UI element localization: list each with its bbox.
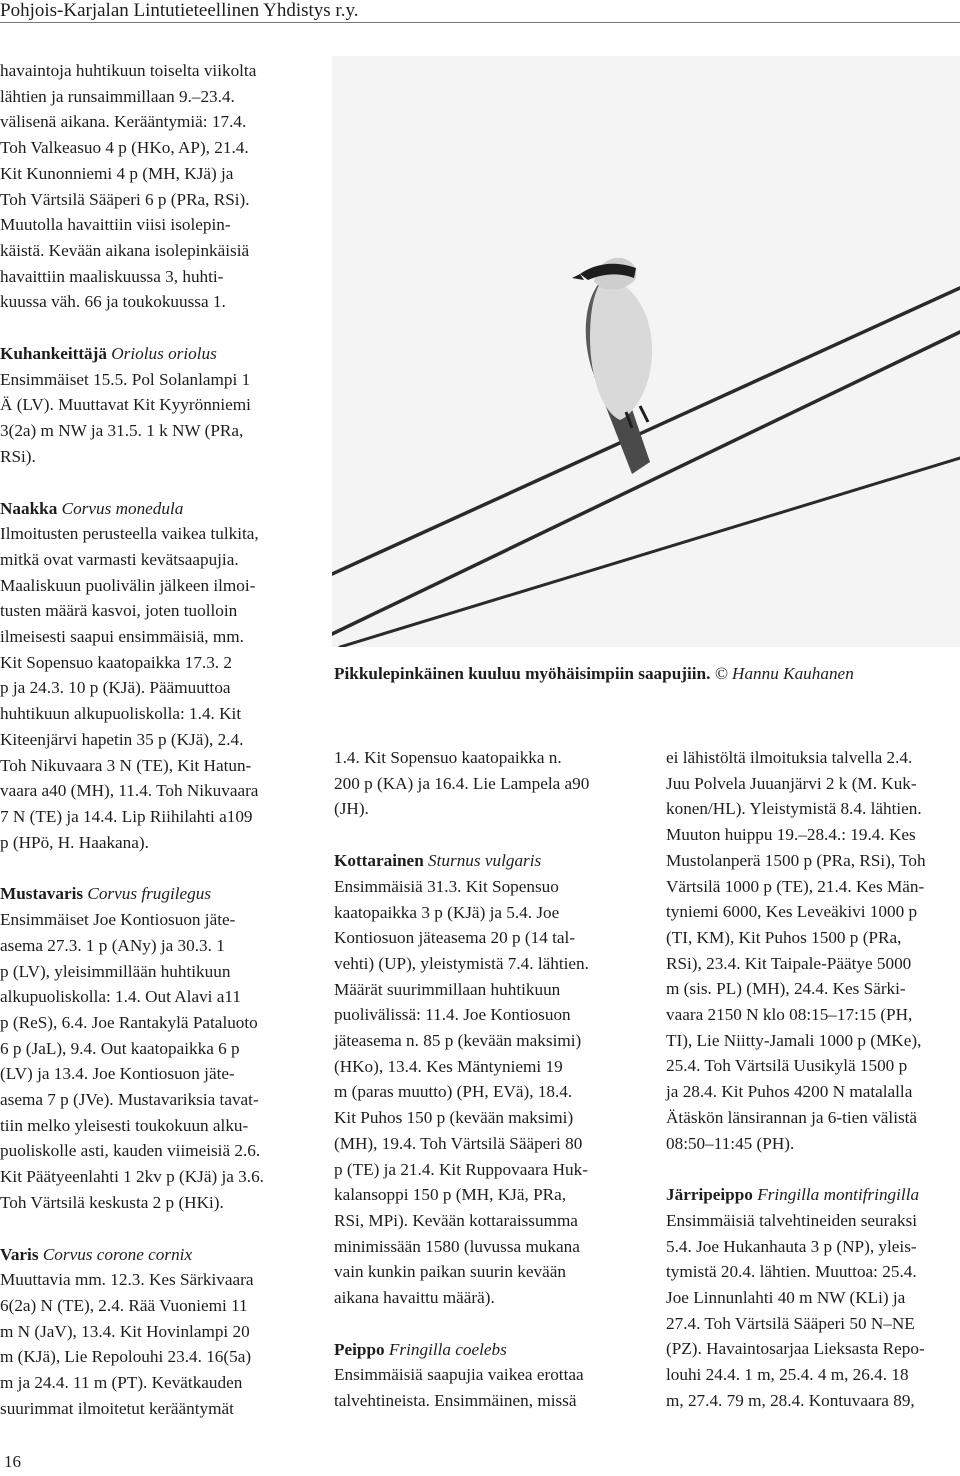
species-entry-kottarainen: Kottarainen Sturnus vulgaris Ensimmäisiä 31.3. Kit Sopensuo kaatopaikka 3 p (KJä) ja 5.4. Joe Kontiosuon jäteasema 20 p (14 tal- vehti) (UP), yleistymistä 7.4. lähtien. Määrät suurimmillaan huhtikuun puolivälissä: 11.4. Joe Kontiosuon jäteasema n. 85 p (kevään maksimi) (HKo), 13.4. Kes Mäntyniemi 19 m (paras muutto) (PH, EVä), 18.4. Kit Puhos 150 p (kevään maksimi) (MH), 19.4. Toh Värtsilä Sääperi 80 p (TE) ja 21.4. Kit Ruppovaara Huk- kalansoppi 150 p (MH, KJä, PRa, RSi, MPi). Kevään kottaraissumma minimissään 1580 (luvussa mukana vain kunkin paikan suurin kevään aikana havaittu määrä). <box>334 848 630 1311</box>
column-1 <box>0 58 298 1421</box>
species-heading: Naakka Corvus monedula <box>0 498 184 518</box>
intro-paragraph: 1.4. Kit Sopensuo kaatopaikka n. 200 p (KA) ja 16.4. Lie Lampela a90 (JH). <box>334 748 590 819</box>
species-entry-mustavaris: Mustavaris Corvus frugilegus Ensimmäiset Joe Kontiosuon jäte- asema 27.3. 1 p (ANy) ja 30.3. 1 p (LV), yleisimmillään huhtikuun alkupuoliskolla: 1.4. Out Alavi a11 p (ReS), 6.4. Joe Rantakylä Pataluoto 6 p (JaL), 9.4. Out kaatopaikka 6 p (LV) ja 13.4. Joe Kontiosuon jäte- asema 7 p (JVe). Mustavariksia tavat- tiin melko yleisesti toukokuun alku- puoliskolle asti, kauden viimeisiä 2.6. Kit Päätyeenlahti 1 2kv p (KJä) ja 3.6. Toh Värtsilä keskusta 2 p (HKi). <box>0 881 298 1215</box>
page-number: 16 <box>4 1452 21 1471</box>
column-2 <box>334 745 630 1414</box>
caption-text: Pikkulepinkäinen kuuluu myöhäisimpiin saapujiin. <box>334 664 715 683</box>
species-heading: Kuhankeittäjä Oriolus oriolus <box>0 344 217 364</box>
species-entry-naakka: Naakka Corvus monedula Ilmoitusten perusteella vaikea tulkita, mitkä ovat varmasti kevätsaapujia. Maaliskuun puolivälin jälkeen ilmoi- tusten määrä kasvoi, joten tuolloin ilmeisesti saapui ensimmäisiä, mm. Kit Sopensuo kaatopaikka 17.3. 2 p ja 24.3. 10 p (KJä). Päämuuttoa huhtikuun alkupuoliskolla: 1.4. Kit Kiteenjärvi hapetin 35 p (KJä), 2.4. Toh Nikuvaara 3 N (TE), Kit Hatun- vaara a40 (MH), 11.4. Toh Nikuvaara 7 N (TE) ja 14.4. Lip Riihilahti a109 p (HPö, H. Haakana). <box>0 496 298 856</box>
species-entry-varis: Varis Corvus corone cornix Muuttavia mm. 12.3. Kes Särkivaara 6(2a) N (TE), 2.4. Rää Vuoniemi 11 m N (JaV), 13.4. Kit Hovinlampi 20 m (KJä), Lie Repolouhi 23.4. 16(5a) m ja 24.4. 11 m (PT). Kevätkauden suurimmat ilmoitetut kerääntymät <box>0 1242 298 1422</box>
species-heading: Kottarainen Sturnus vulgaris <box>334 851 542 871</box>
page-header <box>0 0 960 23</box>
species-heading: Peippo Fringilla coelebs <box>334 1339 507 1359</box>
publication-title: Pohjois-Karjalan Lintutieteellinen Yhdistys r.y. <box>0 0 359 21</box>
photo-caption <box>334 663 960 685</box>
bird-photo <box>332 56 960 647</box>
species-heading: Varis Corvus corone cornix <box>0 1244 193 1264</box>
species-heading: Mustavaris Corvus frugilegus <box>0 884 212 904</box>
column-3 <box>666 745 960 1414</box>
photo-credit: © Hannu Kauhanen <box>714 664 854 683</box>
intro-paragraph: ei lähistöltä ilmoituksia talvella 2.4. Juu Polvela Juuanjärvi 2 k (M. Kuk- konen/HL). Yleistymistä 8.4. lähtien. Muuton huippu 19.–28.4.: 19.4. Kes Mustolanperä 1500 p (PRa, RSi), Toh Värtsilä 1000 p (TE), 21.4. Kes Män- tyniemi 6000, Kes Leveäkivi 1000 p (TI, KM), Kit Puhos 1500 p (PRa, RSi), 23.4. Kit Taipale-Päätye 5000 m (sis. PL) (MH), 24.4. Kes Särki- vaara 2150 N klo 08:15–17:15 (PH, TI), Lie Niitty-Jamali 1000 p (MKe), 25.4. Toh Värtsilä Uusikylä 1500 p ja 28.4. Kit Puhos 4200 N matalalla Ätäskön länsirannan ja 6-tien välistä 08:50–11:45 (PH). <box>666 748 926 1153</box>
species-entry-kuhankeittaja: Kuhankeittäjä Oriolus oriolus Ensimmäiset 15.5. Pol Solanlampi 1 Ä (LV). Muuttavat Kit Kyyrönniemi 3(2a) m NW ja 31.5. 1 k NW (PRa, RSi). <box>0 341 298 470</box>
species-entry-peippo: Peippo Fringilla coelebs Ensimmäisiä saapujia vaikea erottaa talvehtineista. Ensimmäinen, missä <box>334 1337 630 1414</box>
species-entry-jarripeippo: Järripeippo Fringilla montifringilla Ensimmäisiä talvehtineiden seuraksi 5.4. Joe Hukanhauta 3 p (NP), yleis- tymistä 20.4. lähtien. Muuttoa: 25.4. Joe Linnunlahti 40 m NW (KLi) ja 27.4. Toh Värtsilä Sääperi 50 N–NE (PZ). Havaintosarjaa Lieksasta Repo- louhi 24.4. 1 m, 25.4. 4 m, 26.4. 18 m, 27.4. 79 m, 28.4. Kontuvaara 89, <box>666 1182 960 1413</box>
species-heading: Järripeippo Fringilla montifringilla <box>666 1185 920 1205</box>
intro-paragraph: havaintoja huhtikuun toiselta viikolta lähtien ja runsaimmillaan 9.–23.4. välisenä aikana. Kerääntymiä: 17.4. Toh Valkeasuo 4 p (HKo, AP), 21.4. Kit Kunonniemi 4 p (MH, KJä) ja Toh Värtsilä Sääperi 6 p (PRa, RSi). Muutolla havaittiin viisi isolepin- käistä. Kevään aikana isolepinkäisiä havaittiin maaliskuussa 3, huhti- kuussa väh. 66 ja toukokuussa 1. <box>0 61 257 312</box>
